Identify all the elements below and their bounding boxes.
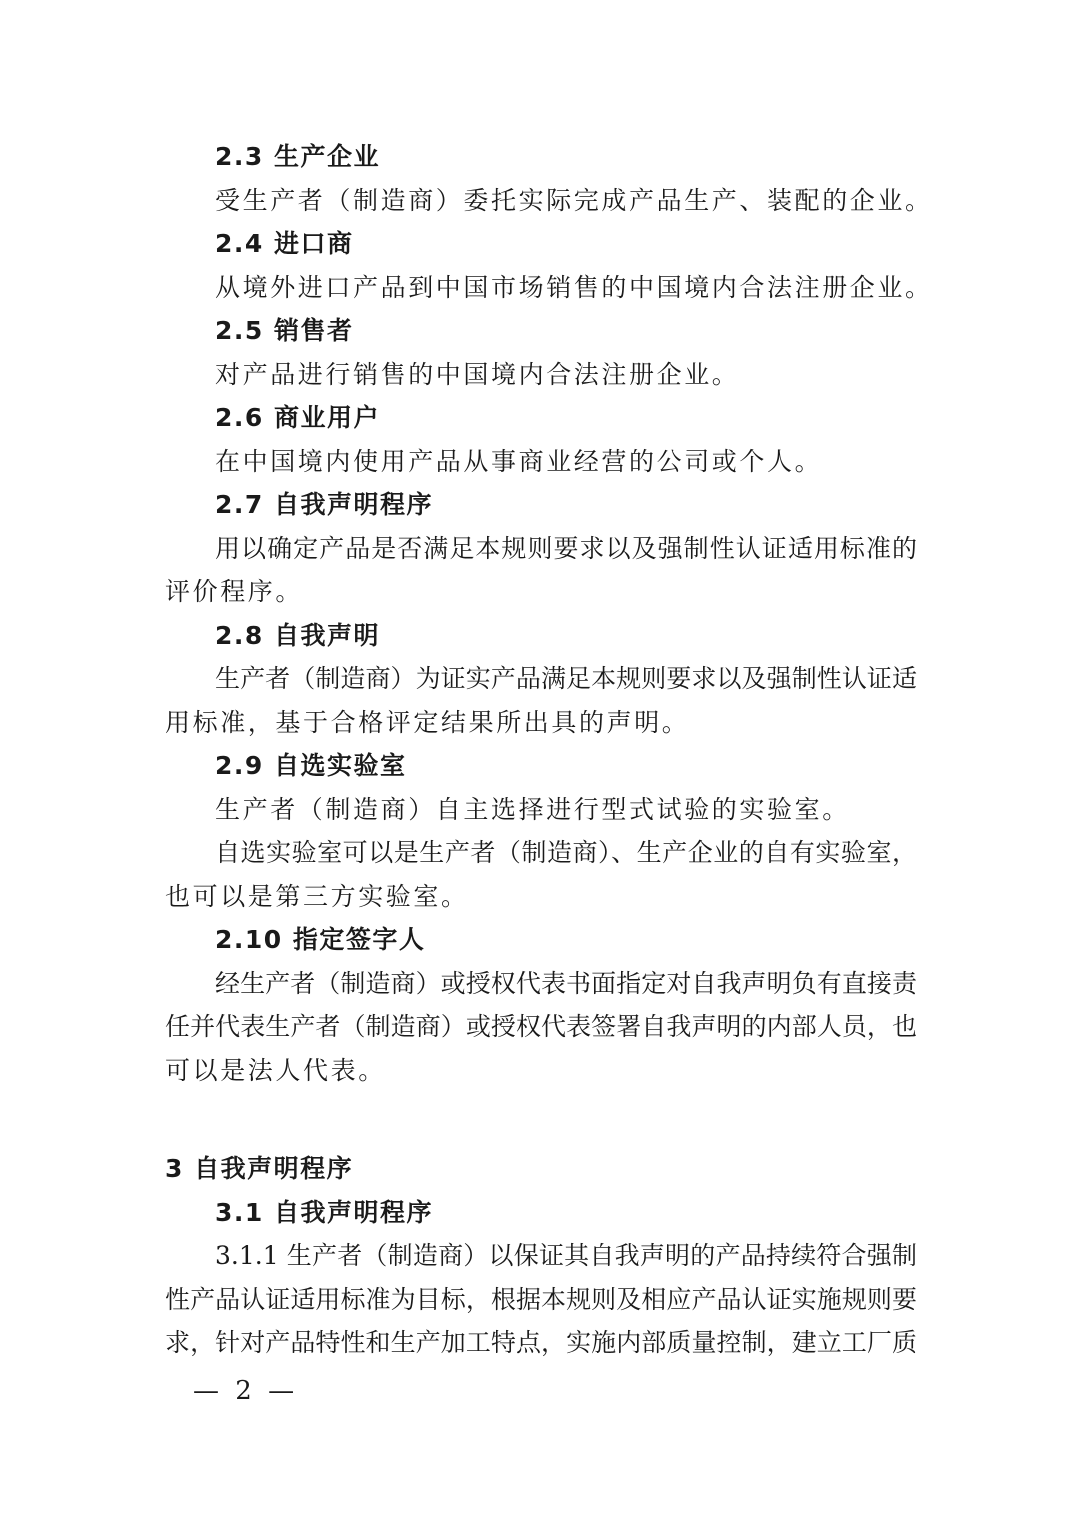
section-2-9-body-1: 生产者（制造商）自主选择进行型式试验的实验室。 bbox=[215, 795, 850, 824]
section-3-1-heading: 3.1 自我声明程序 bbox=[215, 1198, 433, 1227]
page-number: — 2 — bbox=[193, 1376, 299, 1406]
section-3-1-body-line-1: 3.1.1 生产者（制造商）以保证其自我声明的产品持续符合强制 bbox=[215, 1241, 917, 1270]
section-3-heading: 3 自我声明程序 bbox=[165, 1154, 354, 1183]
section-2-4-body: 从境外进口产品到中国市场销售的中国境内合法注册企业。 bbox=[215, 273, 933, 302]
section-2-10-body-line-2: 任并代表生产者（制造商）或授权代表签署自我声明的内部人员，也 bbox=[165, 1012, 917, 1041]
section-2-8-body-line-1: 生产者（制造商）为证实产品满足本规则要求以及强制性认证适 bbox=[215, 664, 917, 693]
section-2-6-heading: 2.6 商业用户 bbox=[215, 403, 380, 432]
section-2-10-body-line-1: 经生产者（制造商）或授权代表书面指定对自我声明负有直接责 bbox=[215, 969, 917, 998]
section-3-1-body-line-3: 求，针对产品特性和生产加工特点，实施内部质量控制，建立工厂质 bbox=[165, 1328, 917, 1357]
section-2-3-body: 受生产者（制造商）委托实际完成产品生产、装配的企业。 bbox=[215, 186, 933, 215]
section-2-9-body-2-line-2: 也可以是第三方实验室。 bbox=[165, 882, 469, 911]
section-2-5-heading: 2.5 销售者 bbox=[215, 316, 354, 345]
section-2-9-heading: 2.9 自选实验室 bbox=[215, 751, 407, 780]
section-2-6-body: 在中国境内使用产品从事商业经营的公司或个人。 bbox=[215, 447, 823, 476]
section-2-4-heading: 2.4 进口商 bbox=[215, 229, 354, 258]
section-2-5-body: 对产品进行销售的中国境内合法注册企业。 bbox=[215, 360, 740, 389]
section-2-7-body-line-2: 评价程序。 bbox=[165, 577, 304, 606]
section-2-3-heading: 2.3 生产企业 bbox=[215, 142, 380, 171]
section-2-10-body-line-3: 可以是法人代表。 bbox=[165, 1056, 386, 1085]
section-3-1-body-line-2: 性产品认证适用标准为目标，根据本规则及相应产品认证实施规则要 bbox=[165, 1285, 917, 1314]
section-2-10-heading: 2.10 指定签字人 bbox=[215, 925, 426, 954]
section-2-7-body-line-1: 用以确定产品是否满足本规则要求以及强制性认证适用标准的 bbox=[215, 534, 917, 563]
section-2-8-heading: 2.8 自我声明 bbox=[215, 621, 380, 650]
section-2-9-body-2-line-1: 自选实验室可以是生产者（制造商）、生产企业的自有实验室， bbox=[215, 838, 917, 867]
section-2-7-heading: 2.7 自我声明程序 bbox=[215, 490, 433, 519]
section-2-8-body-line-2: 用标准，基于合格评定结果所出具的声明。 bbox=[165, 708, 690, 737]
